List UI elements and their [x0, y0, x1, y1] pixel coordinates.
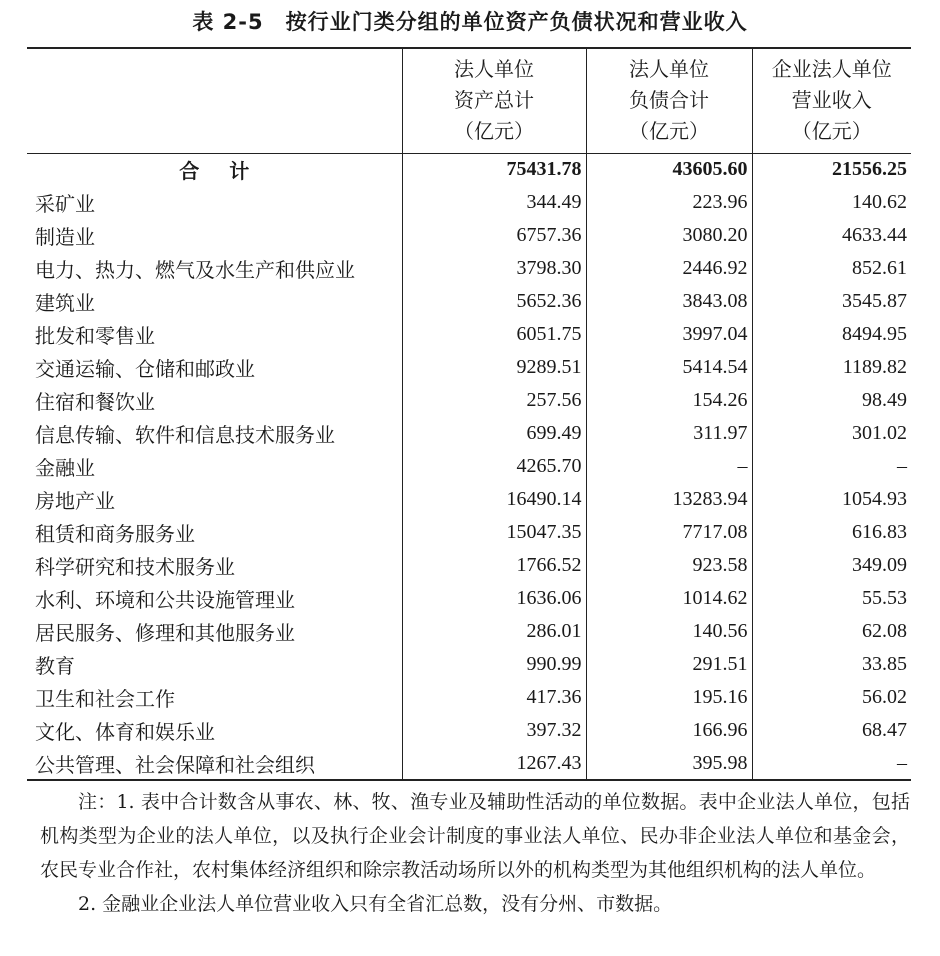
revenue-value: 852.61 — [752, 252, 911, 285]
liabilities-value: 3080.20 — [586, 219, 752, 252]
table-row — [27, 384, 911, 417]
assets-value: 257.56 — [402, 384, 586, 417]
industry-name: 采矿业 — [35, 192, 95, 216]
assets-value: 9289.51 — [402, 351, 586, 384]
assets-value: 16490.14 — [402, 483, 586, 516]
note-2: 2. 金融业企业法人单位营业收入只有全省汇总数，没有分州、市数据。 — [78, 893, 673, 915]
assets-value: 3798.30 — [402, 252, 586, 285]
revenue-value: – — [752, 450, 911, 483]
liabilities-value: 311.97 — [586, 417, 752, 450]
assets-value: 6051.75 — [402, 318, 586, 351]
table-row — [27, 516, 911, 549]
table-row — [27, 285, 911, 318]
header-industry — [27, 48, 402, 153]
assets-value: 699.49 — [402, 417, 586, 450]
industry-name: 交通运输、仓储和邮政业 — [35, 357, 255, 381]
industry-name: 租赁和商务服务业 — [35, 522, 195, 546]
revenue-value: 62.08 — [752, 615, 911, 648]
liabilities-value: 395.98 — [586, 747, 752, 780]
table-row — [27, 615, 911, 648]
total-label: 合 计 — [179, 159, 250, 184]
assets-value: 397.32 — [402, 714, 586, 747]
liabilities-value: 7717.08 — [586, 516, 752, 549]
assets-value: 5652.36 — [402, 285, 586, 318]
assets-value: 990.99 — [402, 648, 586, 681]
revenue-value: 55.53 — [752, 582, 911, 615]
total-liabilities: 43605.60 — [586, 153, 752, 186]
revenue-value: 616.83 — [752, 516, 911, 549]
liabilities-value: 154.26 — [586, 384, 752, 417]
table-title-text: 按行业门类分组的单位资产负债状况和营业收入 — [285, 10, 748, 34]
industry-name: 电力、热力、燃气及水生产和供应业 — [35, 258, 355, 282]
table-row — [27, 351, 911, 384]
industry-name: 科学研究和技术服务业 — [35, 555, 235, 579]
liabilities-value: 223.96 — [586, 186, 752, 219]
revenue-value: – — [752, 747, 911, 780]
industry-name: 批发和零售业 — [35, 324, 155, 348]
revenue-value: 1054.93 — [752, 483, 911, 516]
table-row — [27, 417, 911, 450]
industry-name: 建筑业 — [35, 291, 95, 315]
revenue-value: 3545.87 — [752, 285, 911, 318]
assets-value: 15047.35 — [402, 516, 586, 549]
industry-name: 金融业 — [35, 456, 95, 480]
assets-value: 4265.70 — [402, 450, 586, 483]
table-row — [27, 252, 911, 285]
table-row — [27, 714, 911, 747]
asset-liability-table — [27, 47, 911, 781]
table-notes — [40, 785, 910, 921]
total-revenue: 21556.25 — [752, 153, 911, 186]
liabilities-value: 3997.04 — [586, 318, 752, 351]
liabilities-value: 140.56 — [586, 615, 752, 648]
revenue-value: 98.49 — [752, 384, 911, 417]
liabilities-value: 13283.94 — [586, 483, 752, 516]
revenue-value: 56.02 — [752, 681, 911, 714]
liabilities-value: 5414.54 — [586, 351, 752, 384]
liabilities-value: 923.58 — [586, 549, 752, 582]
assets-value: 1636.06 — [402, 582, 586, 615]
table-row — [27, 582, 911, 615]
liabilities-value: 2446.92 — [586, 252, 752, 285]
revenue-value: 349.09 — [752, 549, 911, 582]
header-row — [27, 48, 911, 153]
liabilities-value: 195.16 — [586, 681, 752, 714]
table-row — [27, 549, 911, 582]
revenue-value: 8494.95 — [752, 318, 911, 351]
assets-value: 417.36 — [402, 681, 586, 714]
revenue-value: 1189.82 — [752, 351, 911, 384]
revenue-value: 140.62 — [752, 186, 911, 219]
table-row — [27, 219, 911, 252]
industry-name: 信息传输、软件和信息技术服务业 — [35, 423, 335, 447]
industry-name: 公共管理、社会保障和社会组织 — [27, 747, 402, 780]
assets-value: 6757.36 — [402, 219, 586, 252]
industry-name: 住宿和餐饮业 — [35, 390, 155, 414]
revenue-value: 33.85 — [752, 648, 911, 681]
assets-value: 286.01 — [402, 615, 586, 648]
revenue-value: 301.02 — [752, 417, 911, 450]
table-row — [27, 747, 911, 780]
table-row — [27, 318, 911, 351]
note-1: 注：1. 表中合计数含从事农、林、牧、渔专业及辅助性活动的单位数据。表中企业法人单位，包括机构类型为企业的法人单位，以及执行企业会计制度的事业法人单位、民办非企业法人单位和基金会，农民专业合作社，农村集体经济组织和除宗教活动场所以外的机构类型为其他组织机构的法人单位。 — [40, 791, 910, 881]
assets-value: 1267.43 — [402, 747, 586, 780]
table-row — [27, 186, 911, 219]
header-assets: 法人单位 资产总计 （亿元） — [402, 48, 586, 153]
liabilities-value: 3843.08 — [586, 285, 752, 318]
industry-name: 卫生和社会工作 — [35, 687, 175, 711]
liabilities-value: 166.96 — [586, 714, 752, 747]
header-revenue: 企业法人单位 营业收入 （亿元） — [752, 48, 911, 153]
liabilities-value: – — [586, 450, 752, 483]
revenue-value: 68.47 — [752, 714, 911, 747]
industry-name: 水利、环境和公共设施管理业 — [35, 588, 295, 612]
industry-name: 居民服务、修理和其他服务业 — [35, 621, 295, 645]
industry-name: 文化、体育和娱乐业 — [35, 720, 215, 744]
total-row — [27, 153, 911, 186]
table-row — [27, 450, 911, 483]
industry-name: 房地产业 — [35, 489, 115, 513]
header-liabilities: 法人单位 负债合计 （亿元） — [586, 48, 752, 153]
total-assets: 75431.78 — [402, 153, 586, 186]
table-row — [27, 681, 911, 714]
liabilities-value: 1014.62 — [586, 582, 752, 615]
revenue-value: 4633.44 — [752, 219, 911, 252]
assets-value: 344.49 — [402, 186, 586, 219]
table-row — [27, 648, 911, 681]
liabilities-value: 291.51 — [586, 648, 752, 681]
industry-name: 教育 — [35, 654, 75, 678]
table-row — [27, 483, 911, 516]
table-number: 表 2-5 — [192, 10, 264, 34]
assets-value: 1766.52 — [402, 549, 586, 582]
table-title — [0, 6, 940, 36]
industry-name: 制造业 — [35, 225, 95, 249]
